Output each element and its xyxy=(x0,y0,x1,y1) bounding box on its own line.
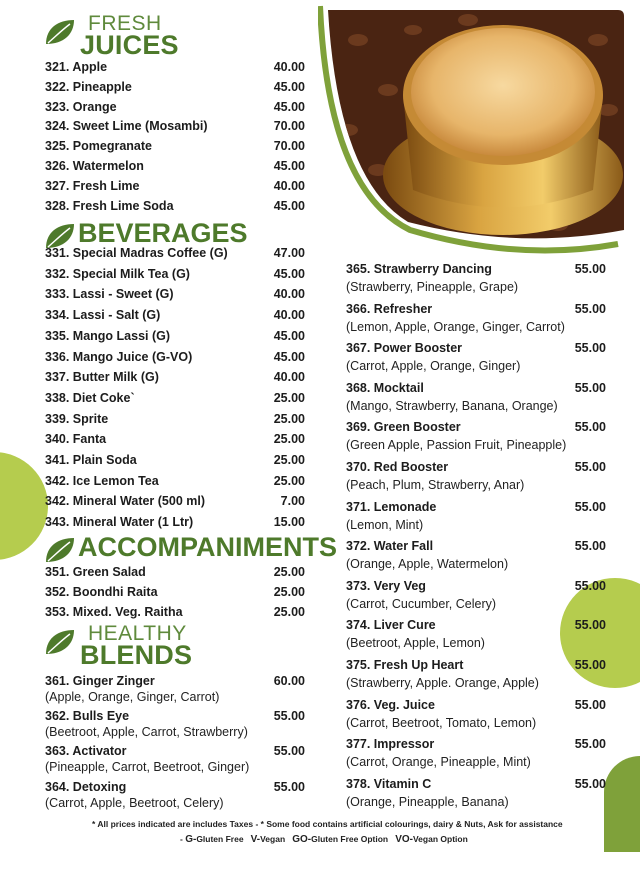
item-price: 55.00 xyxy=(273,779,305,794)
menu-item xyxy=(45,347,305,367)
menu-item xyxy=(346,536,606,556)
menu-item xyxy=(45,243,305,263)
item-name: 336. Mango Juice (G-VO) xyxy=(45,349,193,364)
item-price: 70.00 xyxy=(273,139,305,154)
menu-item xyxy=(45,471,305,491)
menu-item xyxy=(346,259,606,279)
item-price: 55.00 xyxy=(574,262,606,276)
item-name: 342. Mineral Water (500 ml) xyxy=(45,494,206,509)
menu-item xyxy=(45,409,305,429)
item-price: 25.00 xyxy=(273,473,305,488)
item-name: 372. Water Fall xyxy=(346,539,434,554)
item-price: 7.00 xyxy=(280,494,305,509)
menu-item xyxy=(45,429,305,449)
item-price: 55.00 xyxy=(574,776,606,791)
item-price: 55.00 xyxy=(574,618,606,633)
item-price: 45.00 xyxy=(273,198,305,213)
item-name: 342. Ice Lemon Tea xyxy=(45,473,159,488)
item-name: 323. Orange xyxy=(45,99,117,114)
item-price: 45.00 xyxy=(273,79,305,94)
item-price: 40.00 xyxy=(273,60,305,74)
leaf-icon xyxy=(44,16,80,48)
item-name: 335. Mango Lassi (G) xyxy=(45,328,171,343)
fresh-juices-heading xyxy=(44,12,244,58)
coffee-cup-photo xyxy=(318,0,640,256)
menu-item xyxy=(346,615,606,635)
menu-item xyxy=(346,655,606,675)
item-name: 367. Power Booster xyxy=(346,341,463,356)
menu-item xyxy=(45,196,305,216)
healthy-blends-title-top: HEALTHY xyxy=(88,622,187,645)
menu-item xyxy=(346,774,606,794)
item-name: 353. Mixed. Veg. Raitha xyxy=(45,605,183,619)
menu-item xyxy=(45,176,305,196)
item-ingredients: (Beetroot, Apple, Lemon) xyxy=(346,636,485,651)
item-name: 343. Mineral Water (1 Ltr) xyxy=(45,515,194,530)
item-name: 324. Sweet Lime (Mosambi) xyxy=(45,119,208,134)
item-price: 55.00 xyxy=(273,709,305,724)
item-price: 40.00 xyxy=(273,178,305,193)
decor-bar-right xyxy=(604,756,640,852)
item-ingredients: (Green Apple, Passion Fruit, Pineapple) xyxy=(346,438,567,453)
legend-key: V- xyxy=(250,834,261,845)
menu-item xyxy=(45,156,305,176)
item-price: 55.00 xyxy=(574,658,606,672)
item-price: 25.00 xyxy=(273,605,305,619)
item-price: 45.00 xyxy=(273,159,305,173)
item-price: 40.00 xyxy=(273,308,305,323)
menu-item xyxy=(346,734,606,754)
item-price: 70.00 xyxy=(273,119,305,134)
item-price: 55.00 xyxy=(574,499,606,514)
legend-key: GO- xyxy=(292,834,312,845)
menu-item xyxy=(45,136,305,156)
item-name: 369. Green Booster xyxy=(346,420,461,435)
item-price: 25.00 xyxy=(273,390,305,405)
menu-item xyxy=(45,284,305,304)
item-name: 334. Lassi - Salt (G) xyxy=(45,308,161,323)
menu-item xyxy=(45,562,305,582)
menu-item xyxy=(346,338,606,358)
menu-item xyxy=(45,57,305,77)
footer-legend xyxy=(180,834,468,845)
item-name: 328. Fresh Lime Soda xyxy=(45,198,174,213)
item-price: 45.00 xyxy=(273,99,305,114)
item-price: 55.00 xyxy=(574,301,606,316)
fresh-juices-title-bottom: JUICES xyxy=(80,30,179,60)
item-name: 378. Vitamin C xyxy=(346,776,432,791)
menu-item xyxy=(45,116,305,136)
menu-item xyxy=(45,326,305,346)
item-name: 368. Mocktail xyxy=(346,380,424,395)
item-name: 371. Lemonade xyxy=(346,499,437,514)
item-price: 25.00 xyxy=(273,585,305,599)
menu-item xyxy=(346,497,606,517)
item-name: 373. Very Veg xyxy=(346,578,426,593)
legend-label: Gluten Free Option xyxy=(311,834,389,844)
item-price: 55.00 xyxy=(574,697,606,712)
item-ingredients: (Lemon, Apple, Orange, Ginger, Carrot) xyxy=(346,319,565,334)
item-price: 15.00 xyxy=(273,515,305,530)
decor-circle-left xyxy=(0,452,48,560)
menu-item xyxy=(346,457,606,477)
item-name: 340. Fanta xyxy=(45,432,107,447)
item-price: 55.00 xyxy=(574,539,606,554)
legend-prefix: - xyxy=(180,834,186,844)
menu-item xyxy=(45,77,305,97)
item-price: 45.00 xyxy=(273,328,305,343)
menu-item xyxy=(45,97,305,117)
item-name: 363. Activator xyxy=(45,744,127,759)
item-name: 352. Boondhi Raita xyxy=(45,585,158,599)
item-name: 370. Red Booster xyxy=(346,460,449,474)
item-price: 55.00 xyxy=(574,578,606,593)
legend-label: Vegan xyxy=(260,834,286,844)
item-name: 362. Bulls Eye xyxy=(45,709,130,724)
menu-item xyxy=(45,264,305,284)
legend-key: VO- xyxy=(395,834,413,845)
menu-item xyxy=(346,576,606,596)
item-ingredients: (Strawberry, Pineapple, Grape) xyxy=(346,280,519,294)
item-name: 337. Butter Milk (G) xyxy=(45,370,159,385)
item-price: 47.00 xyxy=(273,246,305,260)
item-price: 60.00 xyxy=(273,674,305,688)
item-ingredients: (Carrot, Beetroot, Tomato, Lemon) xyxy=(346,715,537,730)
item-price: 45.00 xyxy=(273,349,305,364)
item-name: 365. Strawberry Dancing xyxy=(346,262,492,276)
item-name: 322. Pineapple xyxy=(45,79,132,94)
item-price: 55.00 xyxy=(574,420,606,435)
item-ingredients: (Lemon, Mint) xyxy=(346,517,424,532)
item-price: 55.00 xyxy=(574,737,606,752)
item-name: 339. Sprite xyxy=(45,411,109,426)
healthy-blends-title-bottom: BLENDS xyxy=(80,640,193,670)
item-name: 332. Special Milk Tea (G) xyxy=(45,266,190,281)
item-name: 366. Refresher xyxy=(346,301,433,316)
beverages-title: BEVERAGES xyxy=(78,218,248,248)
item-ingredients: (Beetroot, Apple, Carrot, Strawberry) xyxy=(45,725,248,740)
item-price: 40.00 xyxy=(273,287,305,302)
menu-item xyxy=(45,367,305,387)
item-price: 25.00 xyxy=(273,411,305,426)
item-name: 376. Veg. Juice xyxy=(346,697,435,712)
item-name: 325. Pomegranate xyxy=(45,139,152,154)
item-name: 326. Watermelon xyxy=(45,159,144,173)
menu-item xyxy=(346,299,606,319)
item-price: 25.00 xyxy=(273,565,305,579)
item-ingredients: (Pineapple, Carrot, Beetroot, Ginger) xyxy=(45,760,250,775)
menu-item xyxy=(45,450,305,470)
item-name: 377. Impressor xyxy=(346,737,435,752)
item-name: 321. Apple xyxy=(45,60,108,74)
item-price: 25.00 xyxy=(273,432,305,447)
item-name: 341. Plain Soda xyxy=(45,453,137,467)
legend-label: Gluten Free xyxy=(196,834,244,844)
item-price: 45.00 xyxy=(273,266,305,281)
menu-item xyxy=(45,388,305,408)
menu-item xyxy=(45,582,305,602)
item-price: 40.00 xyxy=(273,370,305,385)
item-price: 25.00 xyxy=(273,453,305,467)
legend-key: G- xyxy=(185,834,197,845)
item-name: 351. Green Salad xyxy=(45,565,146,579)
menu-item xyxy=(346,417,606,437)
footer-note: * All prices indicated are includes Taxes - * Some food contains artificial colourings, dairy & Nuts, Ask for assistance xyxy=(92,819,563,829)
menu-item xyxy=(346,695,606,715)
item-name: 331. Special Madras Coffee (G) xyxy=(45,246,228,260)
item-ingredients: (Apple, Orange, Ginger, Carrot) xyxy=(45,690,220,704)
item-price: 55.00 xyxy=(574,380,606,395)
item-ingredients: (Orange, Pineapple, Banana) xyxy=(346,794,509,809)
item-ingredients: (Strawberry, Apple. Orange, Apple) xyxy=(346,676,539,690)
item-ingredients: (Peach, Plum, Strawberry, Anar) xyxy=(346,478,525,492)
menu-item xyxy=(45,491,305,511)
item-price: 55.00 xyxy=(574,460,606,474)
item-name: 375. Fresh Up Heart xyxy=(346,658,464,672)
legend-label: Vegan Option xyxy=(412,834,468,844)
item-name: 338. Diet Coke` xyxy=(45,390,135,405)
fresh-juices-title-top: FRESH xyxy=(88,12,162,35)
item-price: 55.00 xyxy=(273,744,305,759)
item-name: 374. Liver Cure xyxy=(346,618,436,633)
leaf-icon xyxy=(44,626,80,658)
item-ingredients: (Carrot, Orange, Pineapple, Mint) xyxy=(346,755,531,770)
item-ingredients: (Orange, Apple, Watermelon) xyxy=(346,557,509,572)
item-ingredients: (Carrot, Cucumber, Celery) xyxy=(346,596,497,611)
item-name: 361. Ginger Zinger xyxy=(45,674,155,688)
item-ingredients: (Mango, Strawberry, Banana, Orange) xyxy=(346,398,558,413)
item-ingredients: (Carrot, Apple, Orange, Ginger) xyxy=(346,359,521,374)
accompaniments-title: ACCOMPANIMENTS xyxy=(78,532,337,562)
item-price: 55.00 xyxy=(574,341,606,356)
menu-item xyxy=(45,305,305,325)
item-ingredients: (Carrot, Apple, Beetroot, Celery) xyxy=(45,795,224,810)
menu-item xyxy=(45,602,305,622)
item-name: 333. Lassi - Sweet (G) xyxy=(45,287,174,302)
healthy-blends-heading xyxy=(44,622,244,668)
menu-item xyxy=(346,378,606,398)
item-name: 364. Detoxing xyxy=(45,779,127,794)
item-name: 327. Fresh Lime xyxy=(45,178,140,193)
